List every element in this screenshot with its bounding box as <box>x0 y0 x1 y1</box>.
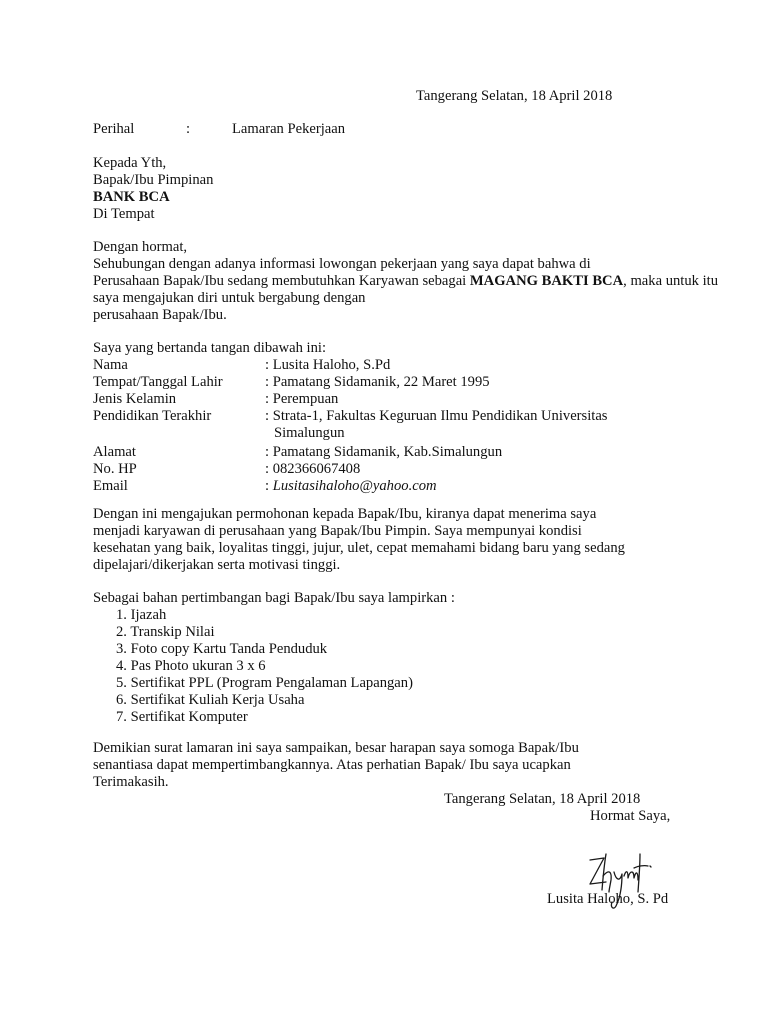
detail-row-email <box>93 478 763 495</box>
intro-line-2-a: Perusahaan Bapak/Ibu sedang membutuhkan Karyawan sebagai <box>93 273 470 289</box>
detail-value: : Lusita Haloho, S.Pd <box>265 357 391 373</box>
recipient-line-4: Di Tempat <box>93 206 155 222</box>
recipient-company: BANK BCA <box>93 189 170 205</box>
detail-label: Pendidikan Terakhir <box>93 408 212 424</box>
letter-date-bottom: Tangerang Selatan, 18 April 2018 <box>444 791 641 807</box>
recipient-line-2: Bapak/Ibu Pimpinan <box>93 172 214 188</box>
list-item: 2. Transkip Nilai <box>116 624 215 640</box>
intro-line-4: perusahaan Bapak/Ibu. <box>93 307 227 323</box>
request-line-1: Dengan ini mengajukan permohonan kepada Bapak/Ibu, kiranya dapat menerima saya <box>93 506 597 522</box>
list-item: 5. Sertifikat PPL (Program Pengalaman Lapangan) <box>116 675 413 691</box>
detail-row-education-cont <box>93 425 763 444</box>
details-block <box>93 340 763 495</box>
closing-line-3: Terimakasih. <box>93 774 169 790</box>
detail-row-address <box>93 444 763 461</box>
intro-line-1: Sehubungan dengan adanya informasi lowongan pekerjaan yang saya dapat bahwa di <box>93 256 591 272</box>
request-line-3: kesehatan yang baik, loyalitas tinggi, jujur, ulet, cepat memahami bidang baru yang sedang <box>93 540 625 556</box>
intro-line-2-c: , maka untuk itu <box>623 273 718 289</box>
detail-value: : Pamatang Sidamanik, 22 Maret 1995 <box>265 374 490 390</box>
attachments-intro: Sebagai bahan pertimbangan bagi Bapak/Ibu saya lampirkan : <box>93 590 455 606</box>
email-address: Lusitasihaloho@yahoo.com <box>272 478 437 494</box>
detail-row-gender <box>93 391 763 408</box>
detail-label: Alamat <box>93 444 136 460</box>
sign-off: Hormat Saya, <box>590 808 671 824</box>
detail-value: : 082366067408 <box>265 461 361 477</box>
subject-label: Perihal <box>93 121 135 137</box>
detail-row-name <box>93 357 763 374</box>
list-item: 6. Sertifikat Kuliah Kerja Usaha <box>116 692 305 708</box>
position-name: MAGANG BAKTI BCA <box>469 273 624 289</box>
request-line-2: menjadi karyawan di perusahaan yang Bapak/Ibu Pimpin. Saya mempunyai kondisi <box>93 523 582 539</box>
detail-label: Email <box>93 478 128 494</box>
greeting: Dengan hormat, <box>93 239 188 255</box>
recipient-block <box>93 155 763 223</box>
letter-date-top: Tangerang Selatan, 18 April 2018 <box>416 88 613 104</box>
request-paragraph <box>93 506 763 574</box>
detail-label: No. HP <box>93 461 137 477</box>
detail-row-birth <box>93 374 763 391</box>
closing-paragraph <box>93 740 763 791</box>
subject-colon: : <box>186 121 191 137</box>
intro-line-3: saya mengajukan diri untuk bergabung dengan <box>93 290 366 306</box>
closing-line-2: senantiasa dapat mempertimbangkannya. Atas perhatian Bapak/ Ibu saya ucapkan <box>93 757 571 773</box>
list-item: 3. Foto copy Kartu Tanda Penduduk <box>116 641 328 657</box>
subject-value: Lamaran Pekerjaan <box>232 121 346 137</box>
detail-label: Jenis Kelamin <box>93 391 177 407</box>
list-item: 4. Pas Photo ukuran 3 x 6 <box>116 658 266 674</box>
detail-value <box>265 478 437 495</box>
detail-label: Nama <box>93 357 128 373</box>
signer-name: Lusita Haloho, S. Pd <box>547 891 669 907</box>
recipient-line-1: Kepada Yth, <box>93 155 167 171</box>
detail-label: Tempat/Tanggal Lahir <box>93 374 223 390</box>
detail-value-continued: Simalungun <box>274 425 345 441</box>
email-prefix: : <box>265 478 273 494</box>
closing-line-1: Demikian surat lamaran ini saya sampaikan, besar harapan saya somoga Bapak/Ibu <box>93 740 579 756</box>
detail-value: : Strata-1, Fakultas Keguruan Ilmu Pendidikan Universitas <box>265 408 608 424</box>
intro-line-2 <box>93 273 763 290</box>
list-item: 1. Ijazah <box>116 607 167 623</box>
detail-value: : Perempuan <box>265 391 339 407</box>
list-item: 7. Sertifikat Komputer <box>116 709 248 725</box>
detail-row-education <box>93 408 763 425</box>
request-line-4: dipelajari/dikerjakan serta motivasi tinggi. <box>93 557 341 573</box>
intro-paragraph <box>93 239 763 324</box>
detail-value: : Pamatang Sidamanik, Kab.Simalungun <box>265 444 503 460</box>
signer-intro: Saya yang bertanda tangan dibawah ini: <box>93 340 327 356</box>
attachments-list <box>116 607 413 726</box>
detail-row-phone <box>93 461 763 478</box>
